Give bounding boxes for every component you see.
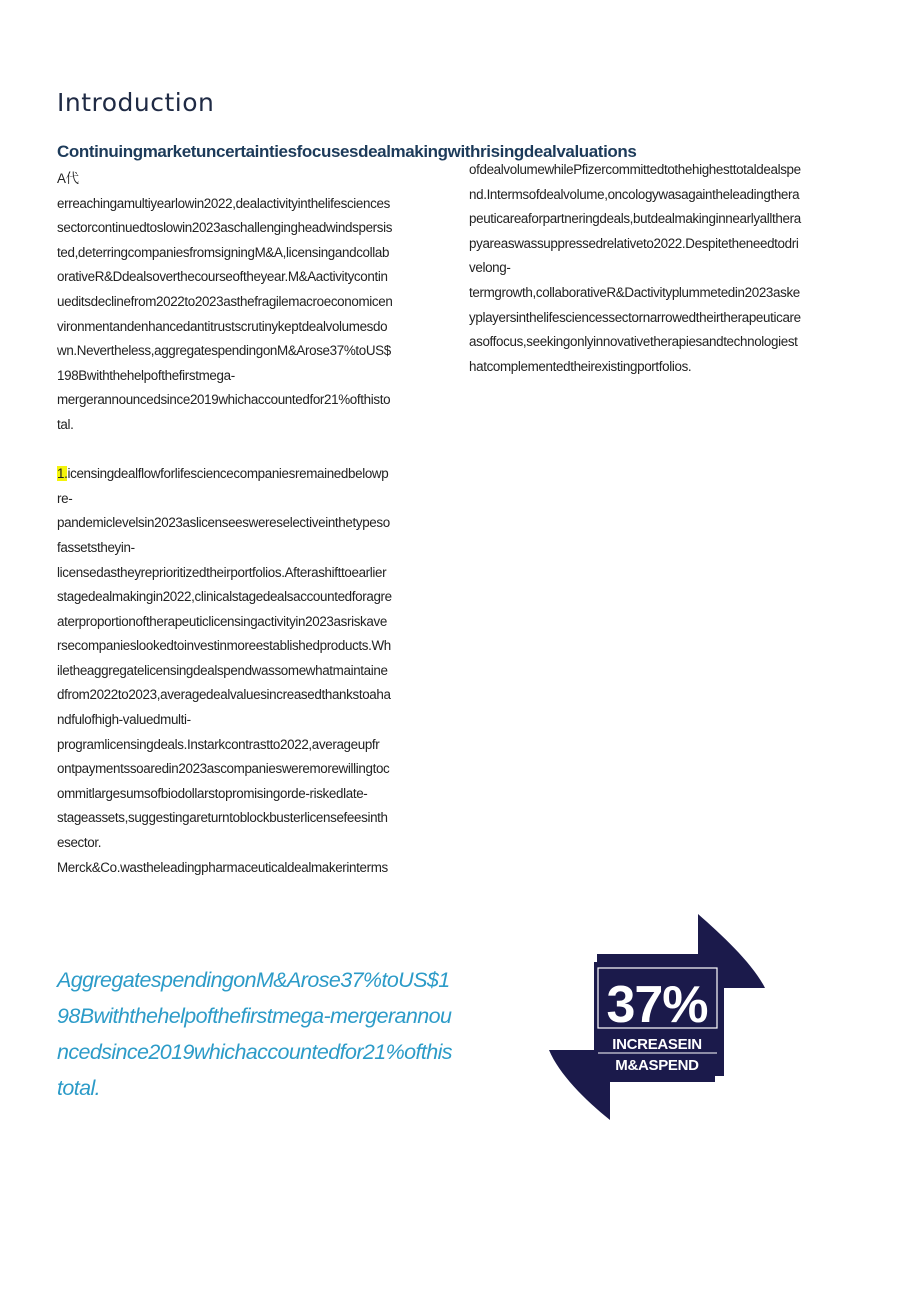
- text-line: hatcomplementedtheirexistingportfolios.: [469, 358, 692, 374]
- text-line: vironmentandenhancedantitrustscrutinykeptdealvolumesdo: [57, 318, 388, 334]
- text-line: licensedastheyreprioritizedtheirportfolios.Afterashifttoearlier: [57, 564, 387, 580]
- text-line: 198Bwiththehelpofthefirstmega-: [57, 367, 235, 383]
- text-line: rsecompanieslookedtoinvestinmoreestablishedproducts.Wh: [57, 638, 391, 654]
- text-fragment: icensingdealflowforlifesciencecompaniesremainedbelowp: [67, 466, 389, 482]
- text-line: [57, 462, 445, 487]
- highlight-marker: 1.: [57, 466, 68, 482]
- left-text-column: [57, 167, 445, 880]
- text-line: dfrom2022to2023,averagedealvaluesincreasedthankstoaha: [57, 687, 391, 703]
- text-line: re-: [57, 490, 73, 506]
- text-line: ueditsdeclinefrom2022to2023asthefragilemacroeconomicen: [57, 293, 393, 309]
- text-line: ndfulofhigh-valuedmulti-: [57, 712, 191, 728]
- badge-line1: INCREASEIN: [612, 1036, 702, 1053]
- text-line: mergerannouncedsince2019whichaccountedfor21%ofthisto: [57, 392, 391, 408]
- text-line: A代: [57, 171, 79, 186]
- text-line: pyareaswassuppressedrelativeto2022.Despitetheneedtodri: [469, 235, 799, 251]
- text-line: termgrowth,collaborativeR&Dactivityplummetedin2023aske: [469, 284, 800, 300]
- text-line: yplayersinthelifesciencessectornarrowedtheirtherapeuticare: [469, 309, 801, 325]
- text-line: esector.: [57, 835, 102, 851]
- badge-value: 37%: [606, 976, 708, 1034]
- text-line: ted,deterringcompaniesfromsigningM&A,licensingandcollab: [57, 244, 390, 260]
- text-line: pandemiclevelsin2023aslicenseeswereselectiveinthetypeso: [57, 515, 390, 531]
- text-line: stagedealmakingin2022,clinicalstagedealsaccountedforagre: [57, 589, 392, 605]
- text-line: erreachingamultiyearlowin2022,dealactivityinthelifesciences: [57, 195, 390, 211]
- text-line: iletheaggregatelicensingdealspendwassomewhatmaintaine: [57, 662, 388, 678]
- text-line: velong-: [469, 260, 511, 276]
- text-line: nd.Intermsofdealvolume,oncologywasagaintheleadingthera: [469, 186, 800, 202]
- text-line: wn.Nevertheless,aggregatespendingonM&Arose37%toUS$: [57, 343, 391, 359]
- badge-line2: M&ASPEND: [615, 1057, 699, 1074]
- text-line: peuticareaforpartneringdeals,butdealmakinginnearlyallthera: [469, 211, 801, 227]
- text-line: stageassets,suggestingareturntoblockbusterlicensefeesinth: [57, 810, 388, 826]
- text-line: Merck&Co.wastheleadingpharmaceuticaldealmakerinterms: [57, 859, 388, 875]
- text-line: orativeR&Ddealsoverthecourseoftheyear.M&Aactivitycontin: [57, 269, 388, 285]
- text-line: tal.: [57, 416, 74, 432]
- text-line: programlicensingdeals.Instarkcontrastto2022,averageupfr: [57, 736, 380, 752]
- page-title: Introduction: [57, 88, 215, 117]
- text-line: ontpaymentssoaredin2023ascompaniesweremorewillingtoc: [57, 761, 390, 777]
- pull-quote: AggregatespendingonM&Arose37%toUS$198Bwiththehelpofthefirstmega-mergerannouncedsince2019whichaccountedfor21%ofthistotal.: [57, 968, 452, 1100]
- text-line: sectorcontinuedtoslowin2023aschallengingheadwindspersis: [57, 220, 393, 236]
- paragraph-dealactivity: [57, 167, 445, 438]
- text-line: fassetstheyin-: [57, 539, 135, 555]
- text-line: ommitlargesumsofbiodollarstopromisingorde-riskedlate-: [57, 785, 368, 801]
- stat-badge: [545, 910, 770, 1125]
- text-line: aterproportionoftherapeuticlicensingactivityin2023asriskave: [57, 613, 387, 629]
- right-text-column: [469, 158, 857, 379]
- text-line: asoffocus,seekingonlyinnovativetherapiesandtechnologiest: [469, 334, 798, 350]
- text-line: ofdealvolumewhilePfizercommittedtothehighesttotaldealspe: [469, 162, 801, 177]
- section-subtitle: Continuingmarketuncertaintiesfocusesdealmakingwithrisingdealvaluations: [57, 142, 637, 161]
- paragraph-licensing: [57, 462, 445, 880]
